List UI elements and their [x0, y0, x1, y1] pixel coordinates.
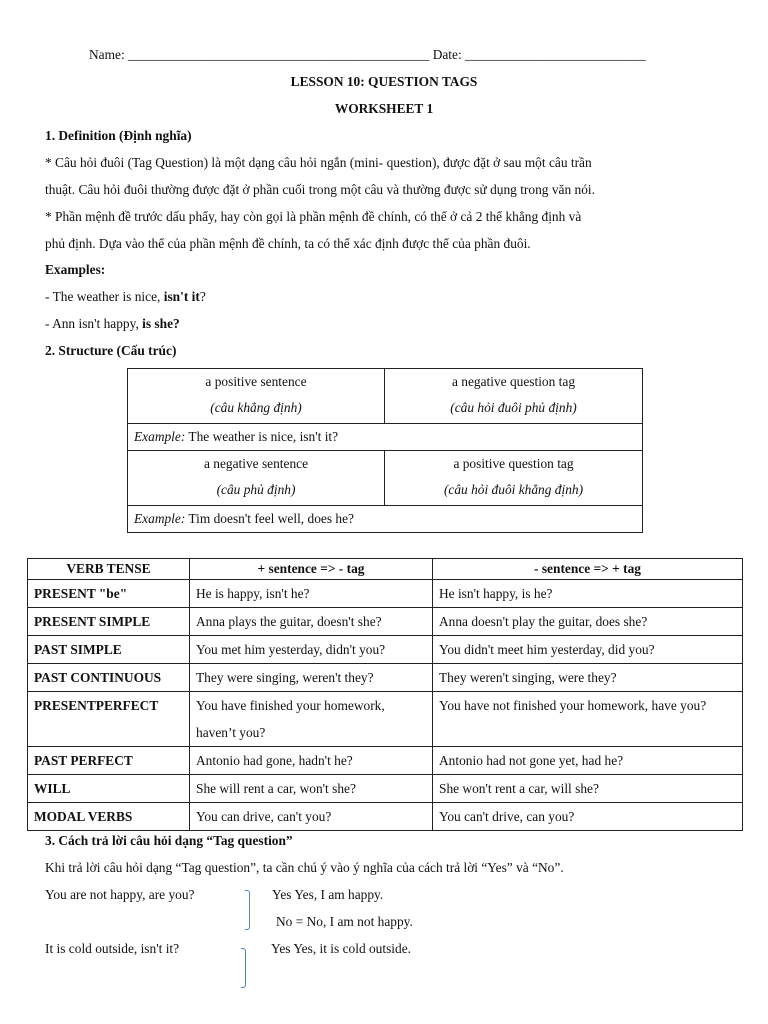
- verb-tense-table: [27, 558, 743, 831]
- example-1: [45, 289, 206, 305]
- answer-1-yes: Yes Yes, I am happy.: [272, 887, 384, 902]
- structure-table: [127, 368, 643, 533]
- section2-heading: 2. Structure (Cấu trúc): [45, 343, 177, 358]
- answer-2-yes: Yes Yes, it is cold outside.: [271, 941, 412, 956]
- section1-heading: 1. Definition (Định nghĩa): [45, 128, 192, 143]
- section1-para1-line1: * Câu hỏi đuôi (Tag Question) là một dạng câu hỏi ngắn (mini- question), được đặt ở sau một câu trần: [45, 155, 592, 170]
- table-row: [28, 580, 743, 608]
- structure-cell: [385, 451, 643, 506]
- name-date-line: [89, 47, 646, 63]
- answer-1-no: No = No, I am not happy.: [276, 914, 413, 929]
- structure-cell: [385, 369, 643, 424]
- section1-para2-line1: * Phần mệnh đề trước dấu phẩy, hay còn gọi là phần mệnh đề chính, có thể ở cả 2 thể khẳng định và: [45, 209, 582, 224]
- positive-example-cell: You can drive, can't you?: [190, 803, 433, 831]
- structure-cell-text: a negative sentence: [203, 456, 309, 471]
- example-2-text: - Ann isn't happy,: [45, 316, 143, 331]
- section3-heading: 3. Cách trả lời câu hỏi dạng “Tag question”: [45, 833, 293, 848]
- header-negative-sentence: - sentence => + tag: [433, 559, 743, 580]
- structure-cell-translation: (câu hỏi đuôi khẳng định): [443, 482, 584, 497]
- tense-cell: PAST PERFECT: [28, 747, 190, 775]
- structure-row: [128, 369, 643, 424]
- structure-row: [128, 451, 643, 506]
- structure-cell-translation: (câu phủ định): [216, 482, 296, 497]
- example-1-tag: isn't it: [163, 289, 200, 304]
- structure-cell-text: a positive sentence: [205, 374, 307, 389]
- table-header-row: [28, 559, 743, 580]
- negative-example-cell: They weren't singing, were they?: [433, 664, 743, 692]
- positive-example-cell: Antonio had gone, hadn't he?: [190, 747, 433, 775]
- table-row: [28, 747, 743, 775]
- question-1: You are not happy, are you?: [45, 887, 195, 902]
- negative-example-cell: He isn't happy, is he?: [433, 580, 743, 608]
- negative-example-cell: Antonio had not gone yet, had he?: [433, 747, 743, 775]
- question-2: It is cold outside, isn't it?: [45, 941, 180, 956]
- structure-example-row: [128, 424, 643, 451]
- example-1-end: ?: [199, 289, 206, 304]
- positive-example-cell: They were singing, weren't they?: [190, 664, 433, 692]
- section1-para1-line2: thuật. Câu hỏi đuôi thường được đặt ở phần cuối trong một câu và thường được sử dụng trong văn nói.: [45, 182, 595, 197]
- example-text: Tim doesn't feel well, does he?: [185, 511, 354, 526]
- negative-example-cell: You have not finished your homework, have you?: [433, 692, 743, 747]
- worksheet-title: WORKSHEET 1: [334, 101, 434, 116]
- tense-cell: PRESENT "be": [28, 580, 190, 608]
- tense-cell: PAST SIMPLE: [28, 636, 190, 664]
- date-blank[interactable]: ___________________________: [465, 47, 646, 62]
- tense-cell: PRESENTPERFECT: [28, 692, 190, 747]
- structure-cell-text: a negative question tag: [451, 374, 576, 389]
- name-blank[interactable]: _____________________________________________: [128, 47, 430, 62]
- structure-example-cell: [128, 424, 643, 451]
- table-row: [28, 636, 743, 664]
- positive-example-cell: She will rent a car, won't she?: [190, 775, 433, 803]
- negative-example-cell: She won't rent a car, will she?: [433, 775, 743, 803]
- tense-cell: PRESENT SIMPLE: [28, 608, 190, 636]
- structure-cell-translation: (câu hỏi đuôi phủ định): [450, 400, 577, 415]
- positive-example-cell: You met him yesterday, didn't you?: [190, 636, 433, 664]
- example-2: [45, 316, 180, 332]
- bracket-icon: [241, 948, 246, 988]
- section3-intro: Khi trả lời câu hỏi dạng “Tag question”, ta cần chú ý vào ý nghĩa của cách trả lời “Yes” và “No”.: [45, 860, 564, 875]
- tense-cell: PAST CONTINUOUS: [28, 664, 190, 692]
- table-row: [28, 664, 743, 692]
- structure-example-row: [128, 506, 643, 533]
- section1-para2-line2: phủ định. Dựa vào thể của phần mệnh đề chính, ta có thể xác định được thể của phần đuôi.: [45, 236, 531, 251]
- example-1-text: - The weather is nice,: [45, 289, 164, 304]
- structure-example-cell: [128, 506, 643, 533]
- example-label: Example:: [134, 429, 186, 444]
- structure-cell-text: a positive question tag: [453, 456, 574, 471]
- structure-cell: [128, 369, 385, 424]
- table-row: [28, 775, 743, 803]
- name-label: Name:: [89, 47, 129, 62]
- lesson-title: LESSON 10: QUESTION TAGS: [290, 74, 478, 89]
- table-row: [28, 692, 743, 747]
- example-2-tag: is she?: [142, 316, 180, 331]
- example-label: Example:: [134, 511, 186, 526]
- negative-example-cell: Anna doesn't play the guitar, does she?: [433, 608, 743, 636]
- structure-cell: [128, 451, 385, 506]
- tense-cell: MODAL VERBS: [28, 803, 190, 831]
- date-label: Date:: [429, 47, 466, 62]
- examples-heading: Examples:: [45, 262, 106, 277]
- tense-cell: WILL: [28, 775, 190, 803]
- example-text: The weather is nice, isn't it?: [185, 429, 339, 444]
- negative-example-cell: You can't drive, can you?: [433, 803, 743, 831]
- header-verb-tense: VERB TENSE: [28, 559, 190, 580]
- table-row: [28, 803, 743, 831]
- positive-example-cell: You have finished your homework, haven’t you?: [190, 692, 433, 747]
- table-row: [28, 608, 743, 636]
- negative-example-cell: You didn't meet him yesterday, did you?: [433, 636, 743, 664]
- header-positive-sentence: + sentence => - tag: [190, 559, 433, 580]
- bracket-icon: [245, 890, 250, 930]
- positive-example-cell: Anna plays the guitar, doesn't she?: [190, 608, 433, 636]
- positive-example-cell: He is happy, isn't he?: [190, 580, 433, 608]
- structure-cell-translation: (câu khẳng định): [210, 400, 302, 415]
